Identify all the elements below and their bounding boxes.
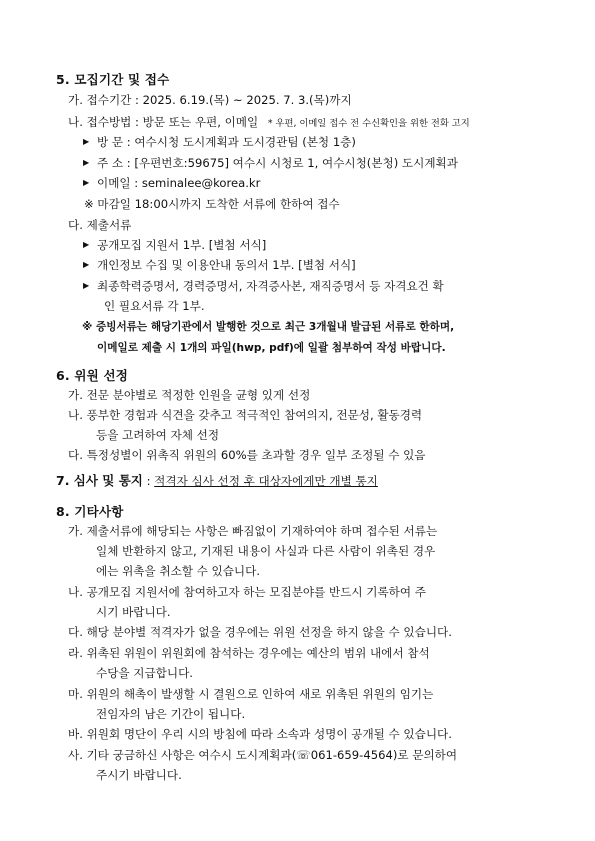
- docs-title: 다. 제출서류: [68, 218, 132, 232]
- contact-email: 이메일 : seminalee@korea.kr: [97, 176, 261, 190]
- docs-note-2: 이메일로 제출 시 1개의 파일(hwp, pdf)에 일괄 첨부하여 작성 바랍니다.: [97, 342, 446, 354]
- misc-line-continued: 시기 바랍니다.: [96, 605, 171, 619]
- section-7-text: 적격자 심사 선정 후 대상자에게만 개별 통지: [154, 474, 378, 488]
- method-text: 나. 접수방법 : 방문 또는 우편, 이메일: [68, 115, 259, 129]
- section-7-title: 7. 심사 및 통지: [56, 473, 143, 488]
- misc-line: 다. 해당 분야별 적격자가 없을 경우에는 위원 선정을 하지 않을 수 있습니다.: [68, 625, 452, 639]
- section-5-title: 5. 모집기간 및 접수: [56, 72, 170, 87]
- bullet-icon: ▶: [83, 137, 90, 146]
- contact-visit: 방 문 : 여수시청 도시계획과 도시경관팀 (본청 1층): [97, 135, 356, 149]
- doc-item: 공개모집 지원서 1부. [별첨 서식]: [97, 238, 267, 252]
- bullet-icon: ▶: [83, 158, 90, 167]
- deadline-note: ※ 마감일 18:00시까지 도착한 서류에 한하여 접수: [84, 197, 340, 211]
- section-8-title: 8. 기타사항: [56, 504, 124, 519]
- period-line: 가. 접수기간 : 2025. 6.19.(목) ~ 2025. 7. 3.(목)까지: [68, 93, 352, 107]
- doc-item-continued: 인 필요서류 각 1부.: [104, 299, 205, 313]
- misc-line: 나. 공개모집 지원서에 참여하고자 하는 모집분야를 반드시 기록하여 주: [68, 585, 426, 599]
- misc-line: 가. 제출서류에 해당되는 사항은 빠짐없이 기재하여야 하며 접수된 서류는: [68, 524, 438, 538]
- misc-line: 바. 위원회 명단이 우리 시의 방침에 따라 소속과 성명이 공개될 수 있습니다.: [68, 727, 452, 741]
- section-6-title: 6. 위원 선정: [56, 368, 129, 383]
- misc-line: 마. 위원의 해촉이 발생할 시 결원으로 인하여 새로 위촉된 위원의 임기는: [68, 687, 434, 701]
- method-note: * 우편, 이메일 접수 전 수신확인을 위한 전화 고지: [267, 118, 470, 129]
- docs-note-1: ※ 증빙서류는 해당기관에서 발행한 것으로 최근 3개월내 발급된 서류로 한하며,: [82, 321, 455, 333]
- misc-line-continued: 일체 반환하지 않고, 기재된 내용이 사실과 다른 사람이 위촉된 경우: [96, 544, 436, 558]
- bullet-icon: ▶: [83, 178, 90, 187]
- bullet-icon: ▶: [83, 260, 90, 269]
- selection-item: 나. 풍부한 경험과 식견을 갖추고 적극적인 참여의지, 전문성, 활동경력: [68, 408, 423, 422]
- misc-line-continued: 수당을 지급합니다.: [96, 666, 193, 680]
- section-7-colon: :: [142, 474, 155, 488]
- bullet-icon: ▶: [83, 281, 90, 290]
- misc-line-continued: 에는 위촉을 취소할 수 있습니다.: [96, 564, 261, 578]
- selection-item: 다. 특정성별이 위촉직 위원의 60%를 초과할 경우 일부 조정될 수 있음: [68, 448, 426, 462]
- selection-item: 가. 전문 분야별로 적정한 인원을 균형 있게 선정: [68, 388, 311, 402]
- misc-line: 라. 위촉된 위원이 위원회에 참석하는 경우에는 예산의 범위 내에서 참석: [68, 646, 430, 660]
- selection-item-continued: 등을 고려하여 자체 선정: [96, 428, 220, 442]
- doc-item: 개인정보 수집 및 이용안내 동의서 1부. [별첨 서식]: [97, 258, 356, 272]
- bullet-icon: ▶: [83, 240, 90, 249]
- misc-line-continued: 주시기 바랍니다.: [96, 768, 182, 782]
- section-7-line: [56, 475, 378, 488]
- doc-item: 최종학력증명서, 경력증명서, 자격증사본, 재직증명서 등 자격요건 확: [97, 279, 444, 293]
- misc-line: 사. 기타 궁금하신 사항은 여수시 도시계획과(☏061-659-4564)로 문의하여: [68, 748, 458, 762]
- method-line: [68, 117, 470, 129]
- contact-address: 주 소 : [우편번호:59675] 여수시 시청로 1, 여수시청(본청) 도시계획과: [97, 156, 458, 170]
- misc-line-continued: 전임자의 남은 기간이 됩니다.: [96, 707, 246, 721]
